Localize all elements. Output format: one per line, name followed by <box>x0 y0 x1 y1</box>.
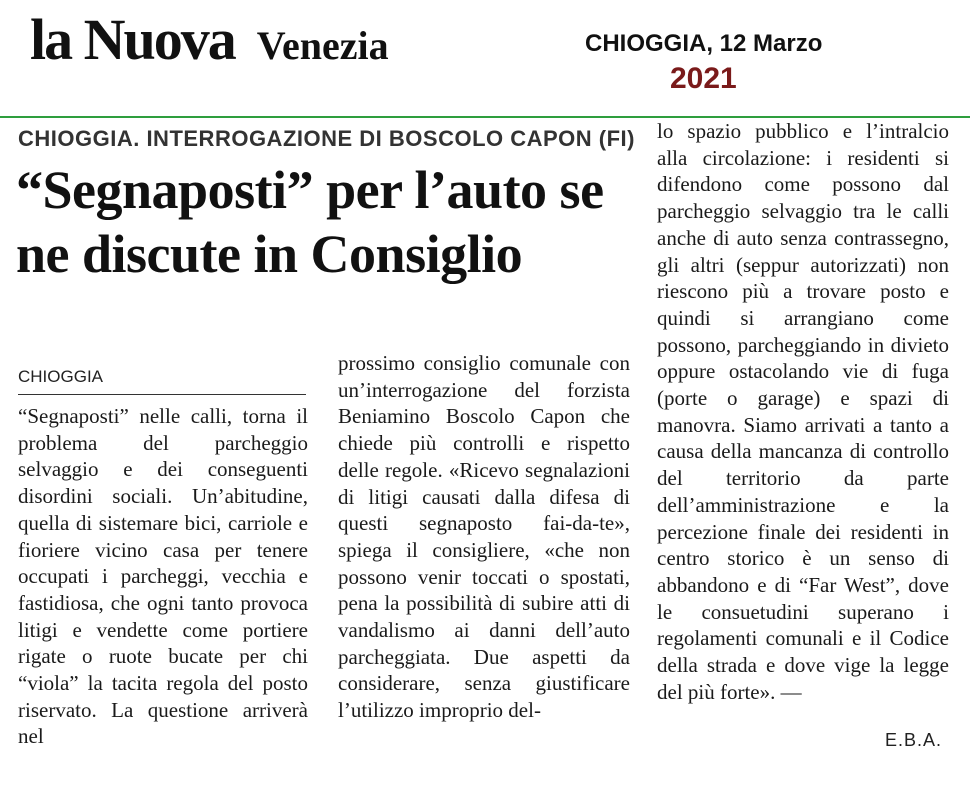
newspaper-masthead <box>30 6 389 73</box>
section-label: CHIOGGIA <box>18 367 104 386</box>
dateline: CHIOGGIA, 12 Marzo <box>585 30 823 57</box>
article-column-2 <box>338 350 630 724</box>
article-kicker: CHIOGGIA. INTERROGAZIONE DI BOSCOLO CAPON (FI) <box>18 126 635 151</box>
year: 2021 <box>670 62 737 95</box>
article-column-1 <box>18 403 308 750</box>
author-signature: E.B.A. <box>885 730 943 750</box>
column-1-text: “Segnaposti” nelle calli, torna il problema del parcheggio selvaggio e dei conseguenti disordini sociali. Un’abitudine, quella di sistemare bici, carriole e fioriere vicino casa per tenere occupati i parcheggi, vecchia e fastidiosa, che ogni tanto provoca litigi e vendette come portiere rigate o ruote bucate per chi “viola” la tacita regola del posto riservato. La questione arriverà nel <box>18 404 308 749</box>
article-column-3 <box>657 118 949 705</box>
section-divider <box>18 394 306 395</box>
article-headline: “Segnaposti” per l’auto se ne discute in Consiglio <box>16 160 604 284</box>
masthead-city: Venezia <box>256 23 389 68</box>
masthead-brand: la Nuova <box>30 7 235 72</box>
column-3-text: lo spazio pubblico e l’intralcio alla circolazione: i residenti si difendono come possono dal parcheggio selvaggio tra le calli anche di auto senza contrassegno, gli altri (seppur autorizzati) non riescono più a trovare posto e quindi si arrangiano come possono, parcheggiando in divieto oppure ostacolando vie di fuga (porte o garage) e spazi di manovra. Siamo arrivati a tanto a causa della mancanza di controllo del territorio da parte dell’amministrazione e la percezione finale dei residenti in centro storico è un senso di abbandono e di “Far West”, dove le consuetudini superano i regolamenti comunali e il Codice della strada e dove vige la legge del più forte». — <box>657 119 949 704</box>
column-2-text: prossimo consiglio comunale con un’interrogazione del forzista Beniamino Boscolo Capon che chiede più controlli e rispetto delle regole. «Ricevo segnalazioni di litigi causati dalla difesa di questi segnaposto fai-da-te», spiega il consigliere, «che non possono venir toccati o spostati, pena la possibilità di subire atti di vandalismo ai danni dell’auto parcheggiata. Due aspetti da considerare, senza giustificare l’utilizzo improprio del- <box>338 351 630 723</box>
